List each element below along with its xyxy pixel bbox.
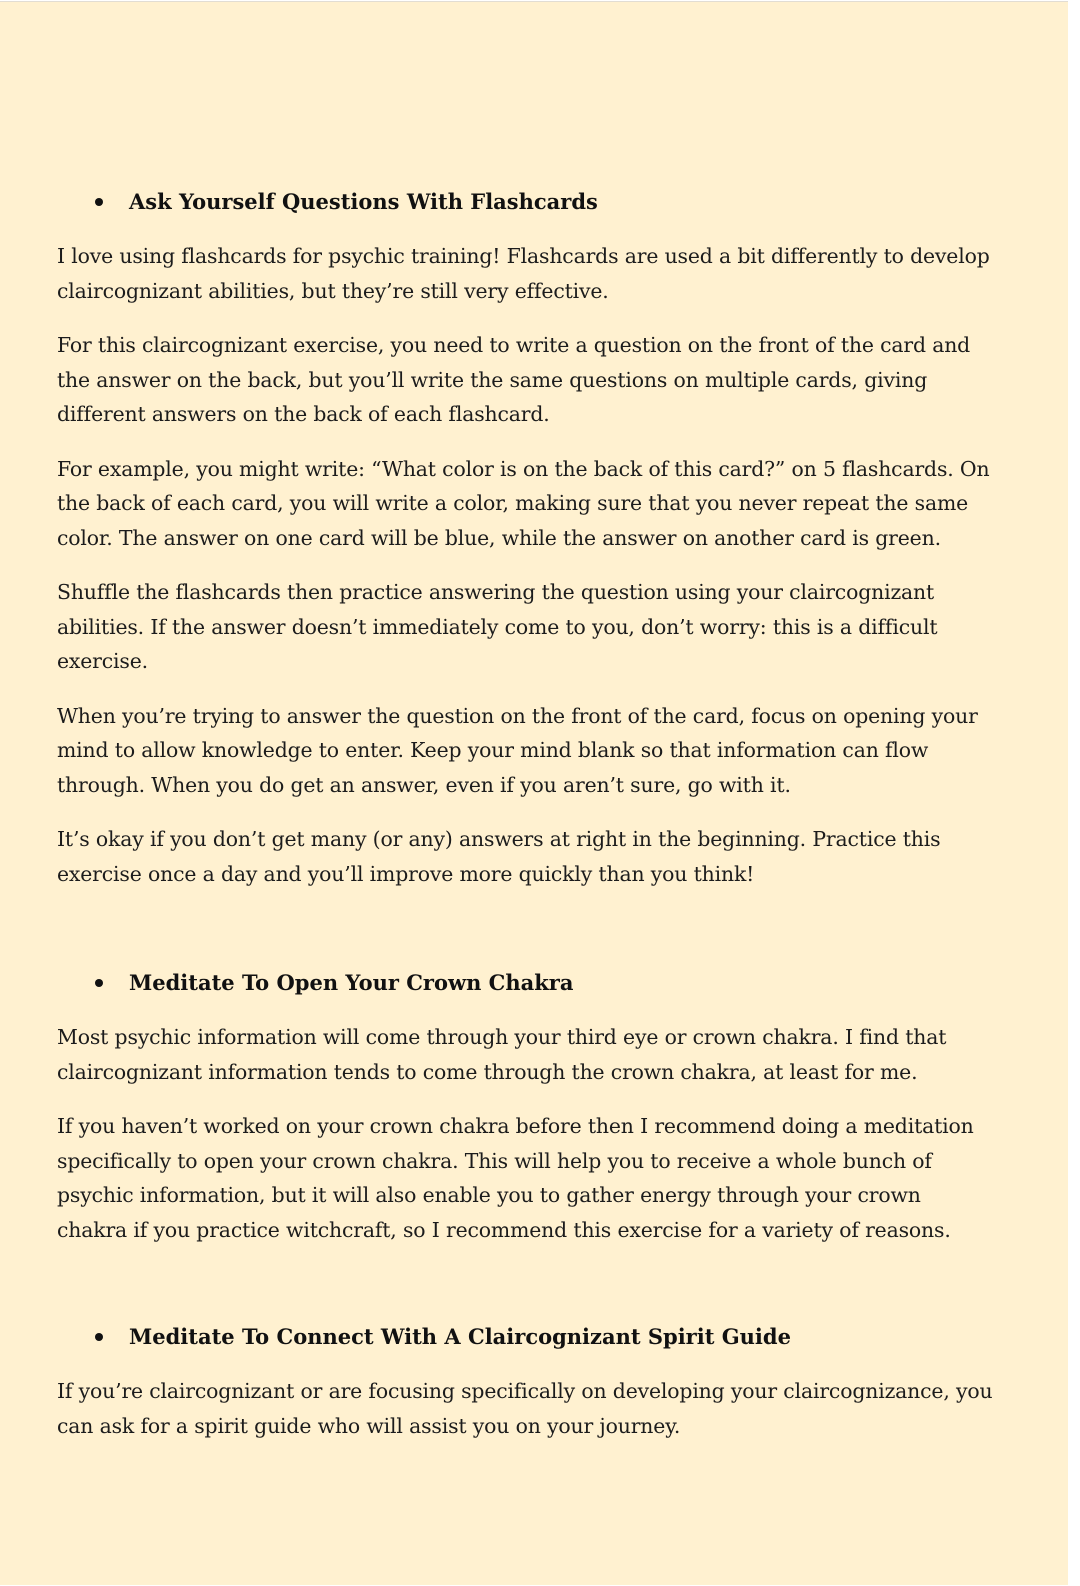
paragraph: Shuffle the flashcards then practice answering the question using your claircognizant abilities. If the answer doesn’t immediately come to you, don’t worry: this is a difficult exercise. (57, 580, 938, 673)
paragraph: Most psychic information will come through your third eye or crown chakra. I find that claircognizant information tends to come through the crown chakra, at least for me. (57, 1025, 947, 1084)
paragraph: If you’re claircognizant or are focusing specifically on developing your claircognizance, you can ask for a spirit guide who will assist you on your journey. (57, 1379, 993, 1438)
section-heading-text: Ask Yourself Questions With Flashcards (129, 189, 598, 214)
bullet-icon (95, 979, 103, 987)
section-heading-text: Meditate To Connect With A Claircognizant Spirit Guide (129, 1324, 791, 1349)
paragraph: I love using flashcards for psychic training! Flashcards are used a bit differently to develop claircognizant abilities, but they’re still very effective. (57, 244, 990, 303)
paragraph: If you haven’t worked on your crown chakra before then I recommend doing a meditation specifically to open your crown chakra. This will help you to receive a whole bunch of psychic information, but it will also enable you to gather energy through your crown chakra if you practice witchcraft, so I recommend this exercise for a variety of reasons. (57, 1114, 974, 1242)
paragraph: For example, you might write: “What color is on the back of this card?” on 5 flashcards. On the back of each card, you will write a color, making sure that you never repeat the same color. The answer on one card will be blue, while the answer on another card is green. (57, 456, 990, 550)
document-page (0, 1, 1068, 1585)
paragraph: When you’re trying to answer the question on the front of the card, focus on opening your mind to allow knowledge to enter. Keep your mind blank so that information can flow through. When you do get an answer, even if you aren’t sure, go with it. (57, 703, 978, 797)
bullet-icon (95, 1333, 103, 1341)
section-heading-crown-chakra (57, 967, 997, 999)
paragraph: For this claircognizant exercise, you need to write a question on the front of the card and the answer on the back, but you’ll write the same questions on multiple cards, giving different answers on the back of each flashcard. (57, 333, 971, 426)
section-heading-flashcards (57, 186, 997, 218)
section-heading-text: Meditate To Open Your Crown Chakra (129, 970, 574, 995)
paragraph: It’s okay if you don’t get many (or any) answers at right in the beginning. Practice this exercise once a day and you’ll improve more quickly than you think! (57, 827, 941, 886)
bullet-icon (95, 198, 103, 206)
section-heading-spirit-guide (57, 1321, 997, 1353)
article-body (57, 186, 997, 1443)
